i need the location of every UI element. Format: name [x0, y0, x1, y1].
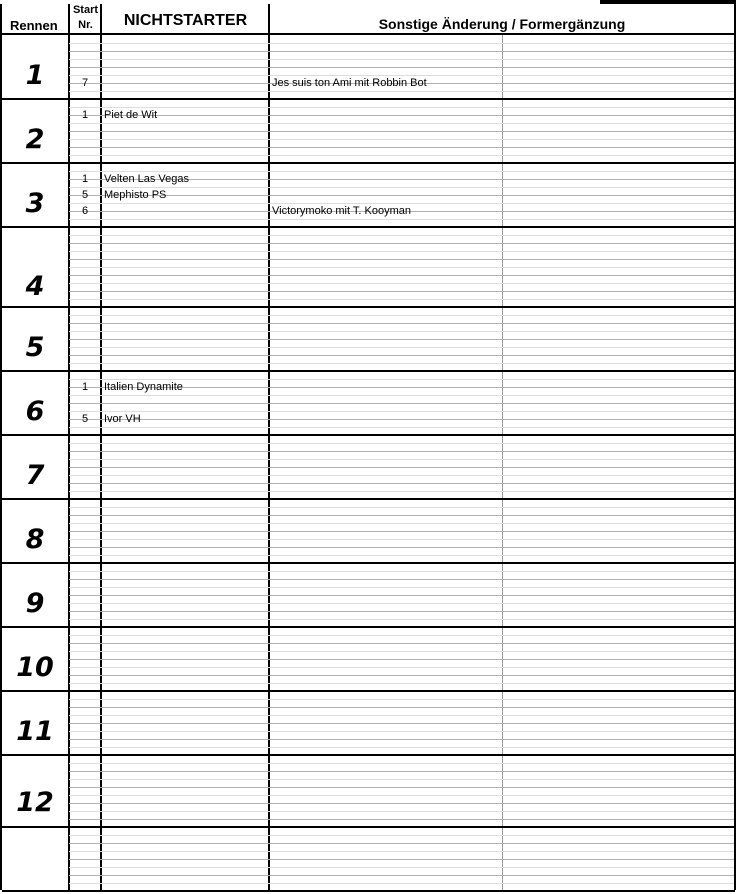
row-gridline: [69, 155, 734, 156]
row-gridline: [69, 443, 734, 444]
row-gridline: [69, 875, 734, 876]
row-gridline: [69, 59, 734, 60]
row-gridline: [69, 427, 734, 428]
column-divider-start: [100, 4, 102, 890]
start-number: 5: [81, 413, 89, 425]
row-gridline: [69, 483, 734, 484]
row-gridline: [69, 659, 734, 660]
nichtstarter-name: Piet de Wit: [104, 109, 158, 121]
row-gridline: [69, 355, 734, 356]
start-number: 1: [81, 173, 89, 185]
header-nr: Nr.: [78, 19, 93, 31]
row-gridline: [69, 651, 734, 652]
race-number: 2: [25, 124, 45, 155]
row-gridline: [69, 139, 734, 140]
race-separator: [2, 306, 735, 308]
row-gridline: [69, 795, 734, 796]
row-gridline: [69, 67, 734, 68]
row-gridline: [69, 347, 734, 348]
row-gridline: [69, 507, 734, 508]
row-gridline: [69, 867, 734, 868]
race-separator: [2, 826, 735, 828]
row-gridline: [69, 747, 734, 748]
row-gridline: [69, 787, 734, 788]
row-gridline: [69, 859, 734, 860]
row-gridline: [69, 267, 734, 268]
row-gridline: [69, 595, 734, 596]
race-number: 6: [25, 396, 45, 427]
row-gridline: [69, 107, 734, 108]
row-gridline: [69, 611, 734, 612]
row-gridline: [69, 363, 734, 364]
nichtstarter-name: Ivor VH: [104, 413, 141, 425]
sonstige-text: Victorymoko mit T. Kooyman: [272, 205, 411, 217]
race-separator: [2, 562, 735, 564]
row-gridline: [69, 235, 734, 236]
row-gridline: [69, 851, 734, 852]
race-number: 1: [25, 60, 45, 91]
race-separator: [2, 626, 735, 628]
race-separator: [2, 690, 735, 692]
race-number: 11: [16, 716, 54, 747]
header-sonstige: Sonstige Änderung / Formergänzung: [378, 16, 626, 32]
row-gridline: [69, 275, 734, 276]
row-gridline: [69, 523, 734, 524]
row-gridline: [69, 475, 734, 476]
row-gridline: [69, 571, 734, 572]
row-gridline: [69, 699, 734, 700]
row-gridline: [69, 451, 734, 452]
race-number: 12: [16, 787, 54, 818]
race-separator: [2, 434, 735, 436]
row-gridline: [69, 91, 734, 92]
row-gridline: [69, 195, 734, 196]
row-gridline: [69, 555, 734, 556]
row-gridline: [69, 43, 734, 44]
row-gridline: [69, 803, 734, 804]
row-gridline: [69, 779, 734, 780]
row-gridline: [69, 299, 734, 300]
row-gridline: [69, 675, 734, 676]
start-number: 1: [81, 381, 89, 393]
column-divider-nichtstarter: [268, 4, 270, 890]
row-gridline: [69, 683, 734, 684]
header-bottom-line: [2, 33, 735, 35]
header-start: Start: [72, 4, 99, 16]
row-gridline: [69, 315, 734, 316]
row-gridline: [69, 763, 734, 764]
race-separator: [2, 226, 735, 228]
row-gridline: [69, 115, 734, 116]
row-gridline: [69, 123, 734, 124]
race-separator: [2, 754, 735, 756]
row-gridline: [69, 883, 734, 884]
row-gridline: [69, 843, 734, 844]
start-number: 1: [81, 109, 89, 121]
row-gridline: [69, 339, 734, 340]
row-gridline: [69, 603, 734, 604]
row-gridline: [69, 491, 734, 492]
start-number: 5: [81, 189, 89, 201]
start-number: 6: [81, 205, 89, 217]
row-gridline: [69, 819, 734, 820]
row-gridline: [69, 419, 734, 420]
row-gridline: [69, 515, 734, 516]
row-gridline: [69, 187, 734, 188]
row-gridline: [69, 731, 734, 732]
row-gridline: [69, 283, 734, 284]
row-gridline: [69, 619, 734, 620]
race-separator: [2, 370, 735, 372]
nichtstarter-name: Italien Dynamite: [104, 381, 183, 393]
row-gridline: [69, 291, 734, 292]
row-gridline: [69, 531, 734, 532]
nichtstarter-name: Mephisto PS: [104, 189, 167, 201]
race-number: 3: [25, 188, 45, 219]
race-number: 8: [25, 524, 45, 555]
row-gridline: [69, 147, 734, 148]
row-gridline: [69, 51, 734, 52]
row-gridline: [69, 467, 734, 468]
race-separator: [2, 162, 735, 164]
row-gridline: [69, 635, 734, 636]
row-gridline: [69, 707, 734, 708]
row-gridline: [69, 259, 734, 260]
row-gridline: [69, 251, 734, 252]
row-gridline: [69, 131, 734, 132]
race-separator: [2, 98, 735, 100]
row-gridline: [69, 811, 734, 812]
row-gridline: [69, 219, 734, 220]
sonstige-text: Jes suis ton Ami mit Robbin Bot: [272, 77, 427, 89]
row-gridline: [69, 739, 734, 740]
column-divider-rennen: [68, 4, 70, 890]
row-gridline: [69, 771, 734, 772]
header-rennen: Rennen: [10, 18, 58, 33]
row-gridline: [69, 547, 734, 548]
race-separator: [2, 498, 735, 500]
row-gridline: [69, 579, 734, 580]
row-gridline: [69, 643, 734, 644]
start-number: 7: [81, 77, 89, 89]
header-nichtstarter: NICHTSTARTER: [123, 12, 248, 29]
row-gridline: [69, 331, 734, 332]
row-gridline: [69, 403, 734, 404]
row-gridline: [69, 411, 734, 412]
row-gridline: [69, 459, 734, 460]
row-gridline: [69, 323, 734, 324]
row-gridline: [69, 587, 734, 588]
row-gridline: [69, 395, 734, 396]
row-gridline: [69, 243, 734, 244]
row-gridline: [69, 667, 734, 668]
race-number: 5: [25, 332, 45, 363]
row-gridline: [69, 835, 734, 836]
race-number: 4: [25, 271, 45, 302]
race-number: 10: [16, 652, 54, 683]
nichtstarter-name: Velten Las Vegas: [104, 173, 190, 185]
row-gridline: [69, 539, 734, 540]
race-separator: [2, 890, 735, 892]
race-number: 7: [25, 460, 45, 491]
race-number: 9: [25, 588, 45, 619]
header-top-bar: [600, 0, 736, 4]
row-gridline: [69, 715, 734, 716]
row-gridline: [69, 723, 734, 724]
